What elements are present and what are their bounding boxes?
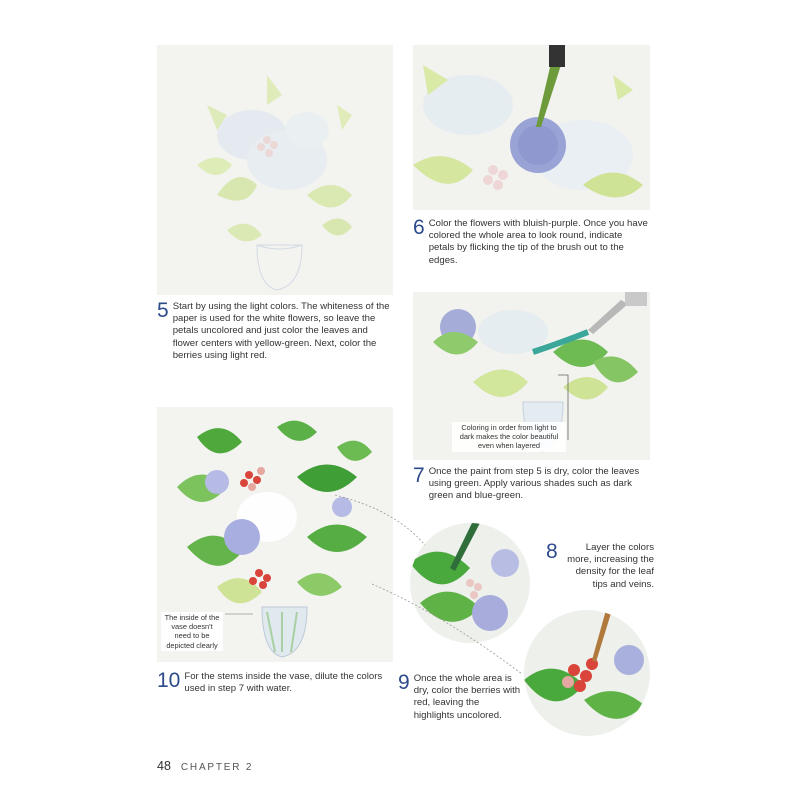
step-number: 10 — [157, 669, 181, 692]
step-description: Layer the colors more, increasing the density for the leaf tips and veins. — [567, 542, 654, 590]
step-5-illustration — [157, 45, 393, 295]
chapter-label: CHAPTER 2 — [180, 762, 254, 773]
callout-vase: The inside of the vase doesn't need to be depicted clearly — [161, 612, 223, 651]
photo-step-5 — [157, 45, 393, 295]
step-description: Color the flowers with bluish-purple. Once you have colored the whole area to look round, indicate petals by flicking the tip of the brush out to the edges. — [428, 218, 648, 266]
step-number: 8 — [546, 540, 558, 563]
page-footer — [157, 759, 253, 773]
step-9-illustration — [524, 610, 650, 736]
step-description: Once the paint from step 5 is dry, color the leaves using green. Apply various shades such as dark green and blue-green. — [428, 466, 640, 502]
callout-layering: Coloring in order from light to dark makes the color beautiful even when layered — [452, 422, 566, 452]
step-8 — [546, 542, 654, 591]
page-number: 48 — [157, 759, 171, 773]
step-description: For the stems inside the vase, dilute the colors used in step 7 with water. — [184, 671, 383, 695]
step-number: 5 — [157, 299, 169, 322]
step-8-illustration — [410, 523, 530, 643]
step-number: 7 — [413, 464, 425, 487]
step-10 — [157, 671, 393, 695]
step-description: Start by using the light colors. The whiteness of the paper is used for the white flowers, so leave the petals uncolored and just color the leaves and flower centers with yellow-green. Next, color the berries using light red. — [172, 301, 390, 361]
photo-step-8 — [410, 523, 530, 643]
step-6-illustration — [413, 45, 650, 210]
step-5 — [157, 301, 393, 362]
step-9 — [398, 673, 522, 722]
step-number: 6 — [413, 216, 425, 239]
step-description: Once the whole area is dry, color the berries with red, leaving the highlights uncolored. — [413, 673, 521, 721]
photo-step-9 — [524, 610, 650, 736]
step-number: 9 — [398, 671, 410, 694]
photo-step-6 — [413, 45, 650, 210]
step-6 — [413, 218, 650, 267]
step-7 — [413, 466, 650, 503]
